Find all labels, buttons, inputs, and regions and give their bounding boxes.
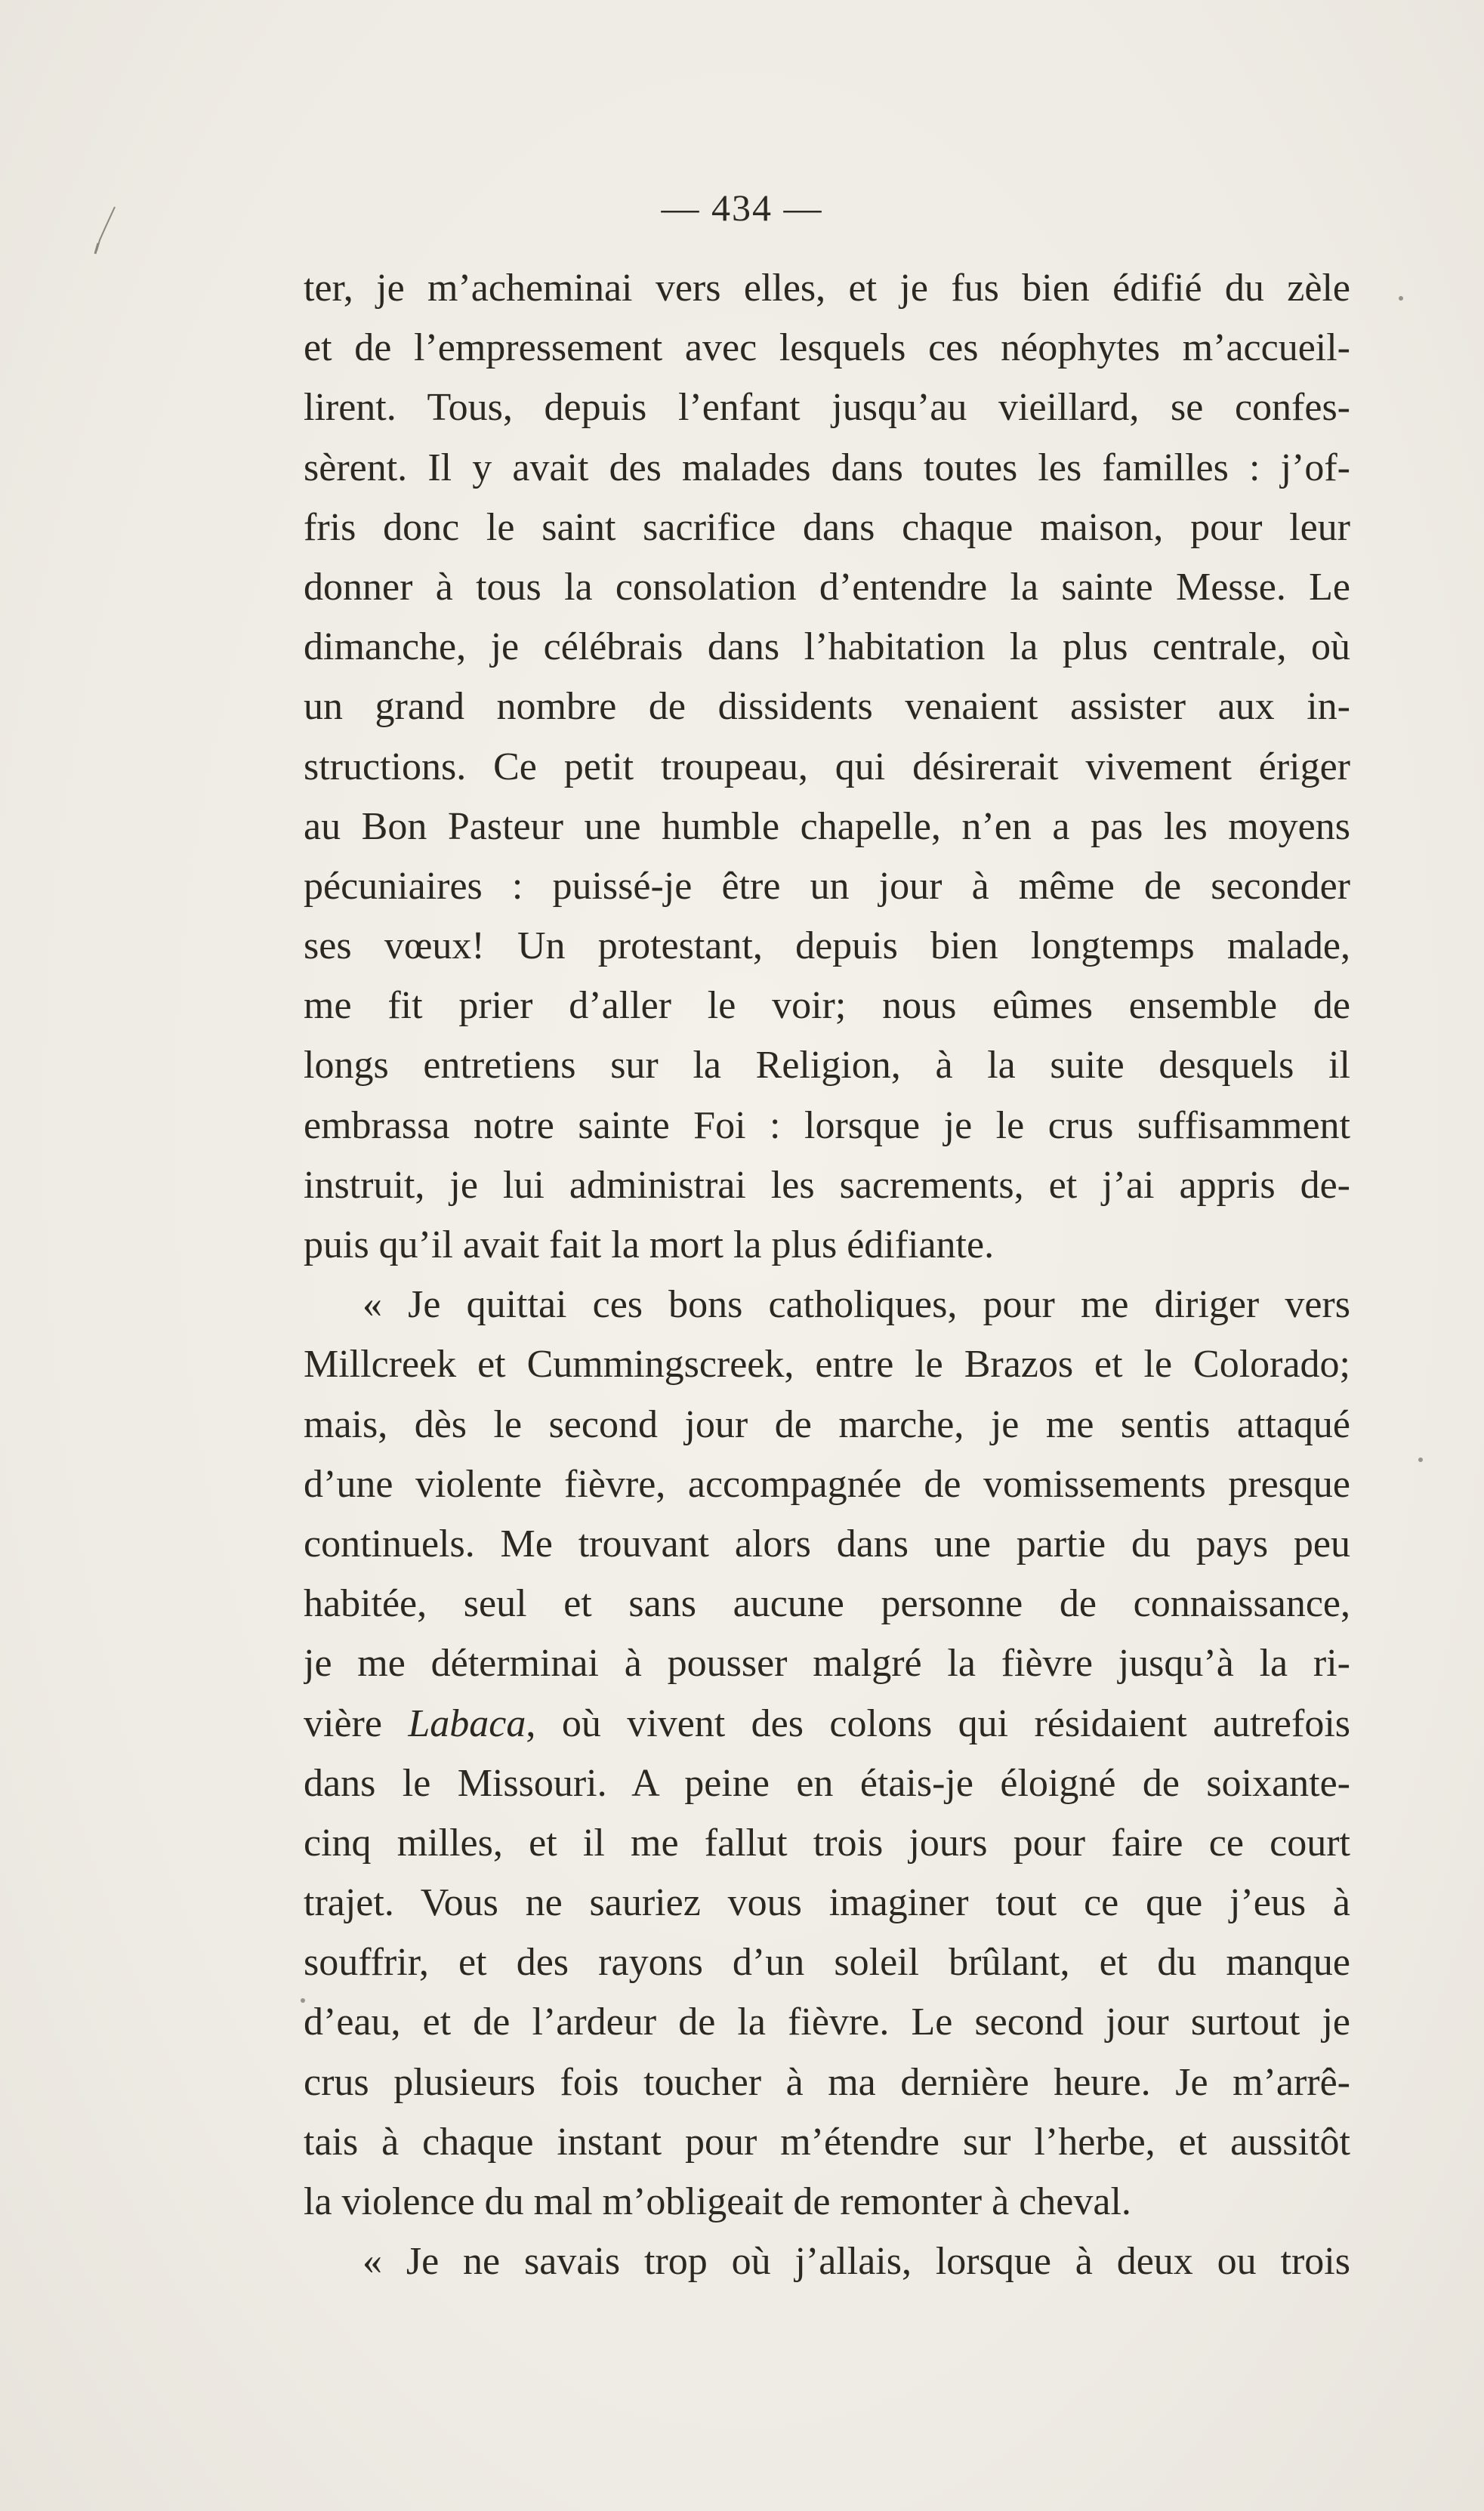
body-text <box>304 258 1350 2291</box>
italic-place-name: Labaca <box>408 1701 526 1745</box>
text-line: je me déterminai à pousser malgré la fièvre jusqu’à la ri- <box>304 1642 1350 1686</box>
text-line: sèrent. Il y avait des malades dans toutes les familles : j’of- <box>304 446 1350 489</box>
text-line: Millcreek et Cummingscreek, entre le Brazos et le Colorado; <box>304 1343 1350 1387</box>
text-line: me fit prier d’aller le voir; nous eûmes ensemble de <box>304 984 1350 1028</box>
text-line: dimanche, je célébrais dans l’habitation la plus centrale, où <box>304 625 1350 669</box>
text-line: vière Labaca, où vivent des colons qui résidaient autrefois <box>304 1701 1350 1745</box>
text-line: au Bon Pasteur une humble chapelle, n’en a pas les moyens <box>304 804 1350 848</box>
text-line: lirent. Tous, depuis l’enfant jusqu’au vieillard, se confes- <box>304 386 1350 430</box>
text-line: ses vœux! Un protestant, depuis bien longtemps malade, <box>304 924 1350 968</box>
text-line: d’une violente fièvre, accompagnée de vomissements presque <box>304 1462 1350 1506</box>
text-line: ter, je m’acheminai vers elles, et je fus bien édifié du zèle <box>304 267 1350 310</box>
text-line: fris donc le saint sacrifice dans chaque maison, pour leur <box>304 505 1350 549</box>
text-line: habitée, seul et sans aucune personne de connaissance, <box>304 1582 1350 1626</box>
text-line: continuels. Me trouvant alors dans une partie du pays peu <box>304 1522 1350 1566</box>
text-line: instruit, je lui administrai les sacrements, et j’ai appris de- <box>304 1163 1350 1207</box>
text-line: cinq milles, et il me fallut trois jours pour faire ce court <box>304 1821 1350 1865</box>
text-line: trajet. Vous ne sauriez vous imaginer tout ce que j’eus à <box>304 1881 1350 1925</box>
paper-speck <box>1399 296 1403 301</box>
text-line: donner à tous la consolation d’entendre la sainte Messe. Le <box>304 565 1350 609</box>
text-line: d’eau, et de l’ardeur de la fièvre. Le second jour surtout je <box>304 2000 1350 2044</box>
page-number: — 434 — <box>661 187 823 229</box>
text-line: embrassa notre sainte Foi : lorsque je le crus suffisamment <box>304 1103 1350 1147</box>
paragraph-start: « Je ne savais trop où j’allais, lorsque à deux ou trois <box>363 2240 1350 2284</box>
text-line: pécuniaires : puissé-je être un jour à même de seconder <box>304 864 1350 908</box>
text-line: la violence du mal m’obligeait de remonter à cheval. <box>304 2180 1131 2223</box>
text-line: tais à chaque instant pour m’étendre sur l’herbe, et aussitôt <box>304 2120 1350 2164</box>
text-line: longs entretiens sur la Religion, à la suite desquels il <box>304 1044 1350 1087</box>
text-line: et de l’empressement avec lesquels ces néophytes m’accueil- <box>304 326 1350 370</box>
paragraph-start: « Je quittai ces bons catholiques, pour me diriger vers <box>363 1283 1350 1327</box>
text-line: mais, dès le second jour de marche, je me sentis attaqué <box>304 1402 1350 1446</box>
text-line: un grand nombre de dissidents venaient assister aux in- <box>304 685 1350 729</box>
text-line: souffrir, et des rayons d’un soleil brûlant, et du manque <box>304 1941 1350 1985</box>
text-line: dans le Missouri. A peine en étais-je éloigné de soixante- <box>304 1761 1350 1805</box>
paper-speck <box>1418 1458 1423 1462</box>
text-line: puis qu’il avait fait la mort la plus édifiante. <box>304 1223 995 1266</box>
text-line: structions. Ce petit troupeau, qui désirerait vivement ériger <box>304 745 1350 788</box>
text-line: crus plusieurs fois toucher à ma dernière heure. Je m’arrê- <box>304 2060 1350 2104</box>
